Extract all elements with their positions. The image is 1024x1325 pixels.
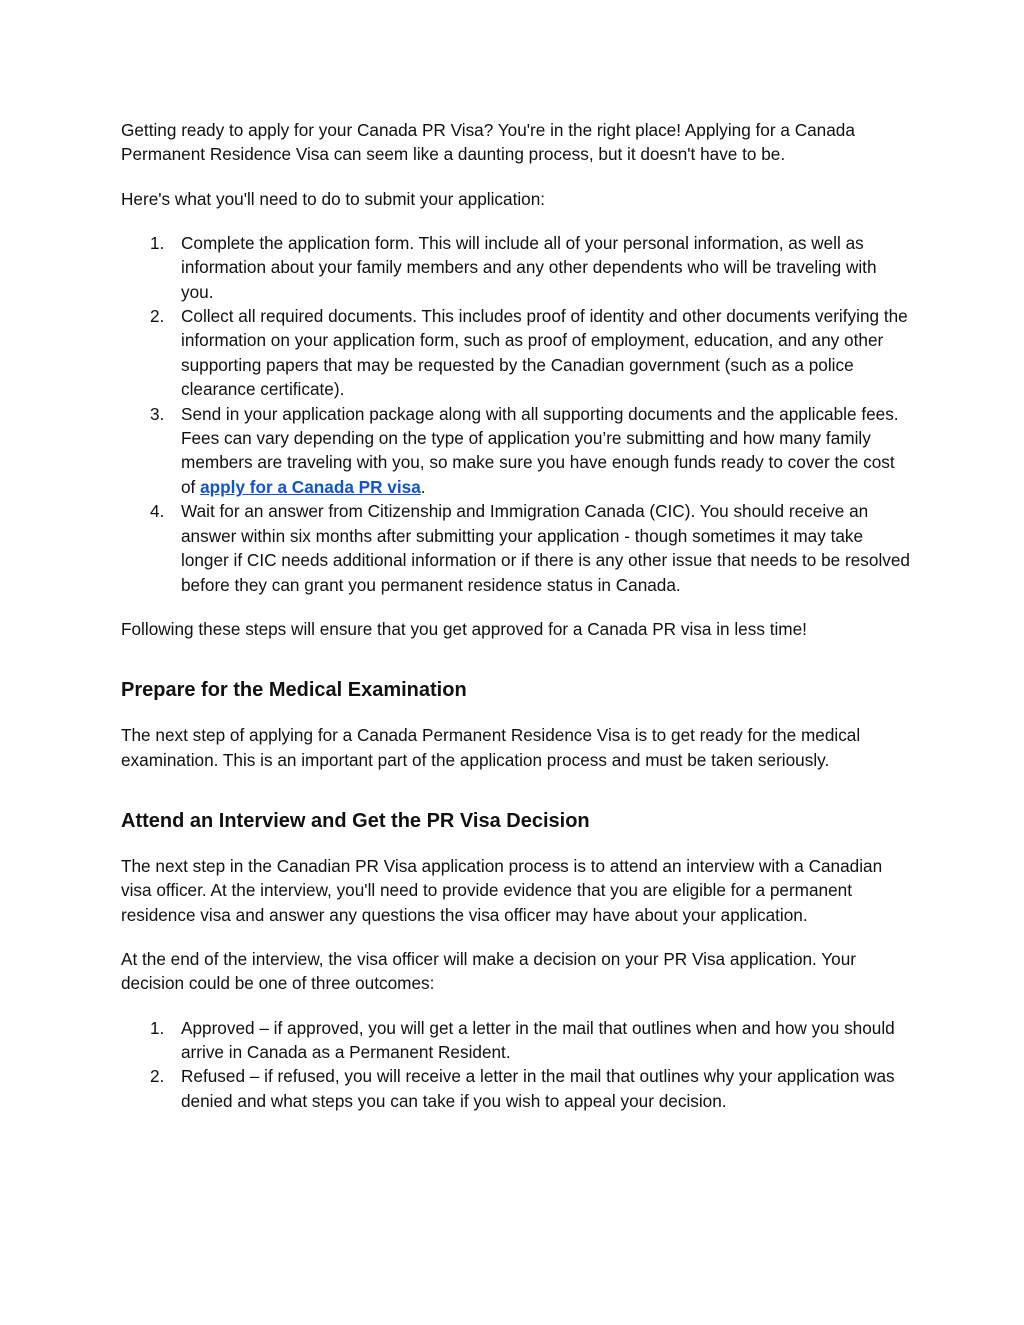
list-item-text: Send in your application package along with all supporting documents and the applicable fees. Fees can vary depending on the type of application you’re submitting and how many family members are traveling with you, so make sure you have enough funds ready to cover the cost of [181, 403, 899, 497]
document-page [121, 118, 911, 1133]
steps-intro-paragraph: Here's what you'll need to do to submit your application: [121, 188, 546, 209]
list-number: 1. [150, 1017, 165, 1038]
list-item-text: Wait for an answer from Citizenship and Immigration Canada (CIC). You should receive an answer within six months after submitting your application - though sometimes it may take longer if CIC needs additional information or if there is any other issue that needs to be resolved before they can grant you permanent residence status in Canada. [181, 501, 910, 595]
medical-exam-paragraph: The next step of applying for a Canada Permanent Residence Visa is to get ready for the medical examination. This is an important part of the application process and must be taken seriously. [121, 725, 861, 770]
list-item [121, 231, 911, 304]
list-item-text-end: . [420, 476, 426, 497]
list-number: 4. [150, 501, 165, 522]
steps-conclusion-paragraph: Following these steps will ensure that you get approved for a Canada PR visa in less time! [121, 618, 807, 639]
list-item [121, 1016, 911, 1065]
interview-paragraph: The next step in the Canadian PR Visa application process is to attend an interview with a Canadian visa officer. At the interview, you'll need to provide evidence that you are eligible for a permanent residence visa and answer any questions the visa officer may have about your application. [121, 855, 883, 925]
list-number: 1. [150, 232, 165, 253]
outcomes-list [121, 1016, 911, 1114]
application-steps-list [121, 231, 911, 597]
list-number: 2. [150, 1066, 165, 1087]
list-item-text: Collect all required documents. This includes proof of identity and other documents verifying the information on your application form, such as proof of employment, education, and any other supporting papers that may be requested by the Canadian government (such as a police clearance certificate). [181, 306, 908, 400]
apply-pr-visa-link[interactable]: apply for a Canada PR visa [200, 476, 421, 497]
list-item-text: Refused – if refused, you will receive a letter in the mail that outlines why your application was denied and what steps you can take if you wish to appeal your decision. [181, 1066, 895, 1111]
list-item [121, 304, 911, 402]
list-item [121, 402, 911, 500]
interview-heading: Attend an Interview and Get the PR Visa Decision [121, 809, 590, 832]
list-item-text: Complete the application form. This will include all of your personal information, as well as information about your family members and any other dependents who will be traveling with you. [181, 232, 877, 302]
list-item [121, 499, 911, 597]
medical-exam-heading: Prepare for the Medical Examination [121, 679, 467, 702]
list-number: 2. [150, 306, 165, 327]
decision-paragraph: At the end of the interview, the visa officer will make a decision on your PR Visa application. Your decision could be one of three outcomes: [121, 948, 857, 994]
list-number: 3. [150, 403, 165, 424]
intro-paragraph: Getting ready to apply for your Canada PR Visa? You're in the right place! Applying for a Canada Permanent Residence Visa can seem like a daunting process, but it doesn't have to be. [121, 120, 855, 165]
list-item [121, 1064, 911, 1113]
list-item-text: Approved – if approved, you will get a letter in the mail that outlines when and how you should arrive in Canada as a Permanent Resident. [181, 1017, 895, 1062]
